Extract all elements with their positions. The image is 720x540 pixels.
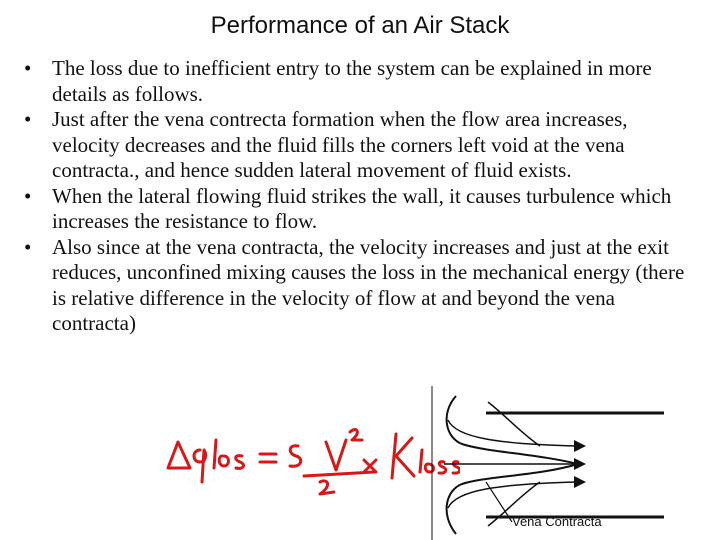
bullet-dot: • bbox=[24, 107, 32, 131]
bullet-text: When the lateral flowing fluid strikes the wall, it causes turbulence which increases the resistance to flow. bbox=[52, 183, 672, 233]
bullet-item bbox=[24, 56, 694, 107]
bullet-item bbox=[24, 184, 694, 235]
bullet-dot: • bbox=[24, 183, 32, 208]
bullet-dot: • bbox=[24, 234, 32, 259]
bullet-text: Just after the vena contrecta formation when the flow area increases, velocity decreases and the fluid fills the corners left void at the vena contracta., and hence sudden lateral movement of fluid exists. bbox=[52, 107, 628, 182]
diagram-label: Vena Contracta bbox=[512, 514, 602, 529]
flow-arrow bbox=[574, 440, 586, 452]
slide-title: Performance of an Air Stack bbox=[210, 12, 510, 39]
flow-arrow bbox=[574, 458, 586, 470]
vena-contracta-diagram bbox=[428, 386, 720, 540]
bullet-text: Also since at the vena contracta, the velocity increases and just at the exit reduces, unconfined mixing causes the loss in the mechanical energy (there is relative difference in the velocity of flow at and beyond the vena contracta) bbox=[52, 234, 685, 335]
streamline bbox=[488, 402, 540, 446]
bullet-item bbox=[24, 235, 694, 337]
bullet-list bbox=[24, 56, 694, 337]
bullet-item bbox=[24, 107, 694, 184]
handwritten-formula bbox=[160, 420, 460, 500]
flow-arrow bbox=[574, 476, 586, 488]
bullet-text: The loss due to inefficient entry to the system can be explained in more details as follows. bbox=[52, 56, 652, 106]
bullet-dot: • bbox=[24, 56, 32, 80]
streamline bbox=[447, 396, 578, 464]
